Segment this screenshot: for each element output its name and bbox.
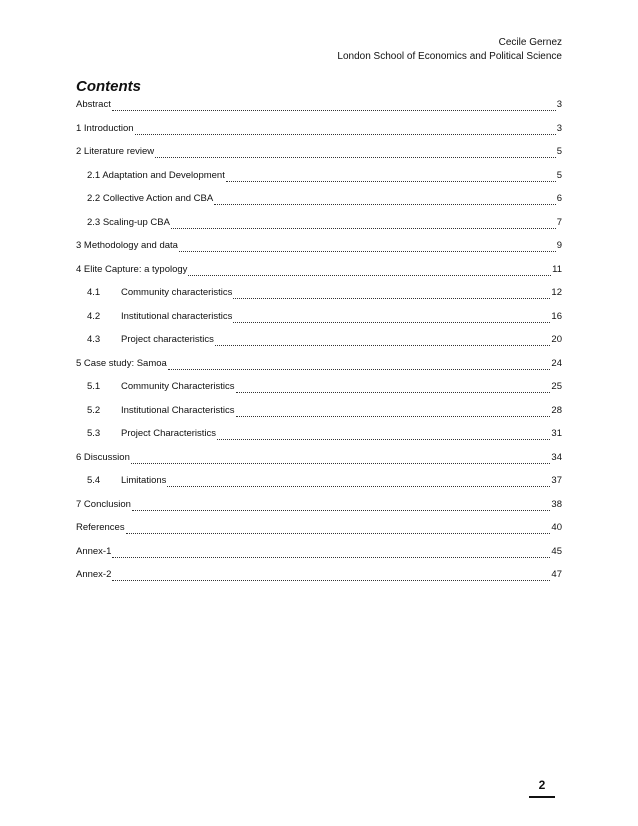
toc-entry-page: 34 xyxy=(551,451,562,463)
toc-entry[interactable] xyxy=(76,545,562,559)
toc-entry-number: 4.2 xyxy=(87,310,101,322)
toc-entry-page: 47 xyxy=(551,569,562,580)
toc-leader-dots xyxy=(217,430,550,440)
toc-entry-label: 5 Case study: Samoa xyxy=(76,357,167,369)
toc-leader-dots xyxy=(233,289,550,299)
toc-leader-dots xyxy=(155,148,556,158)
toc-leader-dots xyxy=(179,242,556,252)
toc-entry[interactable] xyxy=(87,380,562,394)
toc-entry-number: 4.1 xyxy=(87,287,101,298)
toc-entry[interactable] xyxy=(76,263,562,277)
toc-entry[interactable] xyxy=(87,286,562,300)
toc-leader-dots xyxy=(112,571,550,581)
toc-entry[interactable] xyxy=(87,333,562,347)
toc-entry[interactable] xyxy=(76,122,562,136)
toc-entry-label: 2 Literature review xyxy=(76,146,155,157)
toc-entry-label: Annex-2 xyxy=(76,569,112,580)
contents-title: Contents xyxy=(76,78,141,95)
header-author: Cecile Gernez xyxy=(498,37,562,48)
page-number: 2 xyxy=(529,773,555,798)
toc-leader-dots xyxy=(168,360,551,370)
toc-entry-label: 7 Conclusion xyxy=(76,498,131,510)
toc-entry-label: Institutional Characteristics xyxy=(121,404,235,416)
toc-entry-label: Annex-1 xyxy=(76,545,112,557)
toc-leader-dots xyxy=(112,101,556,111)
toc-entry-page: 9 xyxy=(556,240,562,251)
toc-entry-label: References xyxy=(76,522,125,533)
toc-entry-label: 2.2 Collective Action and CBA xyxy=(87,193,214,204)
toc-entry-page: 37 xyxy=(551,475,562,486)
toc-leader-dots xyxy=(236,383,551,393)
header-institution: London School of Economics and Political Science xyxy=(337,51,562,62)
toc-entry-page: 5 xyxy=(556,169,562,181)
toc-entry[interactable] xyxy=(87,474,562,488)
toc-entry-label: 1 Introduction xyxy=(76,122,134,134)
toc-leader-dots xyxy=(132,501,551,511)
toc-entry-label: 4 Elite Capture: a typology xyxy=(76,263,188,275)
toc-entry[interactable] xyxy=(87,404,562,418)
toc-entry-page: 5 xyxy=(556,146,562,157)
toc-leader-dots xyxy=(167,477,550,487)
toc-entry-page: 40 xyxy=(551,522,562,533)
toc-leader-dots xyxy=(112,548,550,558)
toc-entry-page: 28 xyxy=(551,404,562,416)
toc-leader-dots xyxy=(135,125,556,135)
toc-entry[interactable] xyxy=(76,451,562,465)
toc-entry-page: 16 xyxy=(551,310,562,322)
toc-entry[interactable] xyxy=(76,521,562,535)
toc-entry[interactable] xyxy=(87,169,562,183)
toc-entry-page: 6 xyxy=(556,193,562,204)
toc-entry-page: 38 xyxy=(551,498,562,510)
toc-entry[interactable] xyxy=(76,498,562,512)
toc-entry-page: 3 xyxy=(556,99,562,110)
toc-entry-label: Project characteristics xyxy=(121,334,214,345)
toc-entry-page: 45 xyxy=(551,545,562,557)
toc-entry-number: 5.1 xyxy=(87,381,101,392)
toc-entry-page: 7 xyxy=(556,216,562,228)
toc-leader-dots xyxy=(131,454,551,464)
toc-entry-page: 20 xyxy=(551,334,562,345)
toc-entry-label: Project Characteristics xyxy=(121,428,217,439)
toc-entry-number: 4.3 xyxy=(87,334,101,345)
toc-entry[interactable] xyxy=(87,216,562,230)
toc-entry-page: 12 xyxy=(551,287,562,298)
toc-entry[interactable] xyxy=(87,192,562,206)
toc-entry[interactable] xyxy=(87,427,562,441)
toc-leader-dots xyxy=(188,266,551,276)
toc-entry-page: 31 xyxy=(551,428,562,439)
toc-entry-number: 5.4 xyxy=(87,475,101,486)
toc-entry-page: 3 xyxy=(556,122,562,134)
toc-entry[interactable] xyxy=(76,98,562,112)
toc-entry[interactable] xyxy=(76,145,562,159)
toc-entry[interactable] xyxy=(87,310,562,324)
toc-entry-label: 3 Methodology and data xyxy=(76,240,178,251)
toc-entry-label: Community characteristics xyxy=(121,287,233,298)
toc-entry-label: Institutional characteristics xyxy=(121,310,233,322)
toc-leader-dots xyxy=(126,524,551,534)
toc-entry-page: 25 xyxy=(551,381,562,392)
toc-leader-dots xyxy=(214,195,555,205)
toc-entry-number: 5.2 xyxy=(87,404,101,416)
toc-entry-page: 11 xyxy=(552,263,562,275)
page-header xyxy=(337,36,562,64)
toc-entry[interactable] xyxy=(76,357,562,371)
toc-entry-number: 5.3 xyxy=(87,428,101,439)
toc-entry-label: 2.3 Scaling-up CBA xyxy=(87,216,170,228)
toc-leader-dots xyxy=(226,172,556,182)
toc-leader-dots xyxy=(236,407,551,417)
toc-leader-dots xyxy=(171,219,556,229)
toc-entry-label: 6 Discussion xyxy=(76,451,130,463)
toc-entry-label: Abstract xyxy=(76,99,111,110)
toc-entry-page: 24 xyxy=(551,357,562,369)
toc-entry-label: Limitations xyxy=(121,475,167,486)
toc-leader-dots xyxy=(233,313,550,323)
toc-entry[interactable] xyxy=(76,239,562,253)
toc-entry[interactable] xyxy=(76,568,562,582)
toc-entry-label: 2.1 Adaptation and Development xyxy=(87,169,225,181)
toc-leader-dots xyxy=(215,336,551,346)
toc-entry-label: Community Characteristics xyxy=(121,381,235,392)
